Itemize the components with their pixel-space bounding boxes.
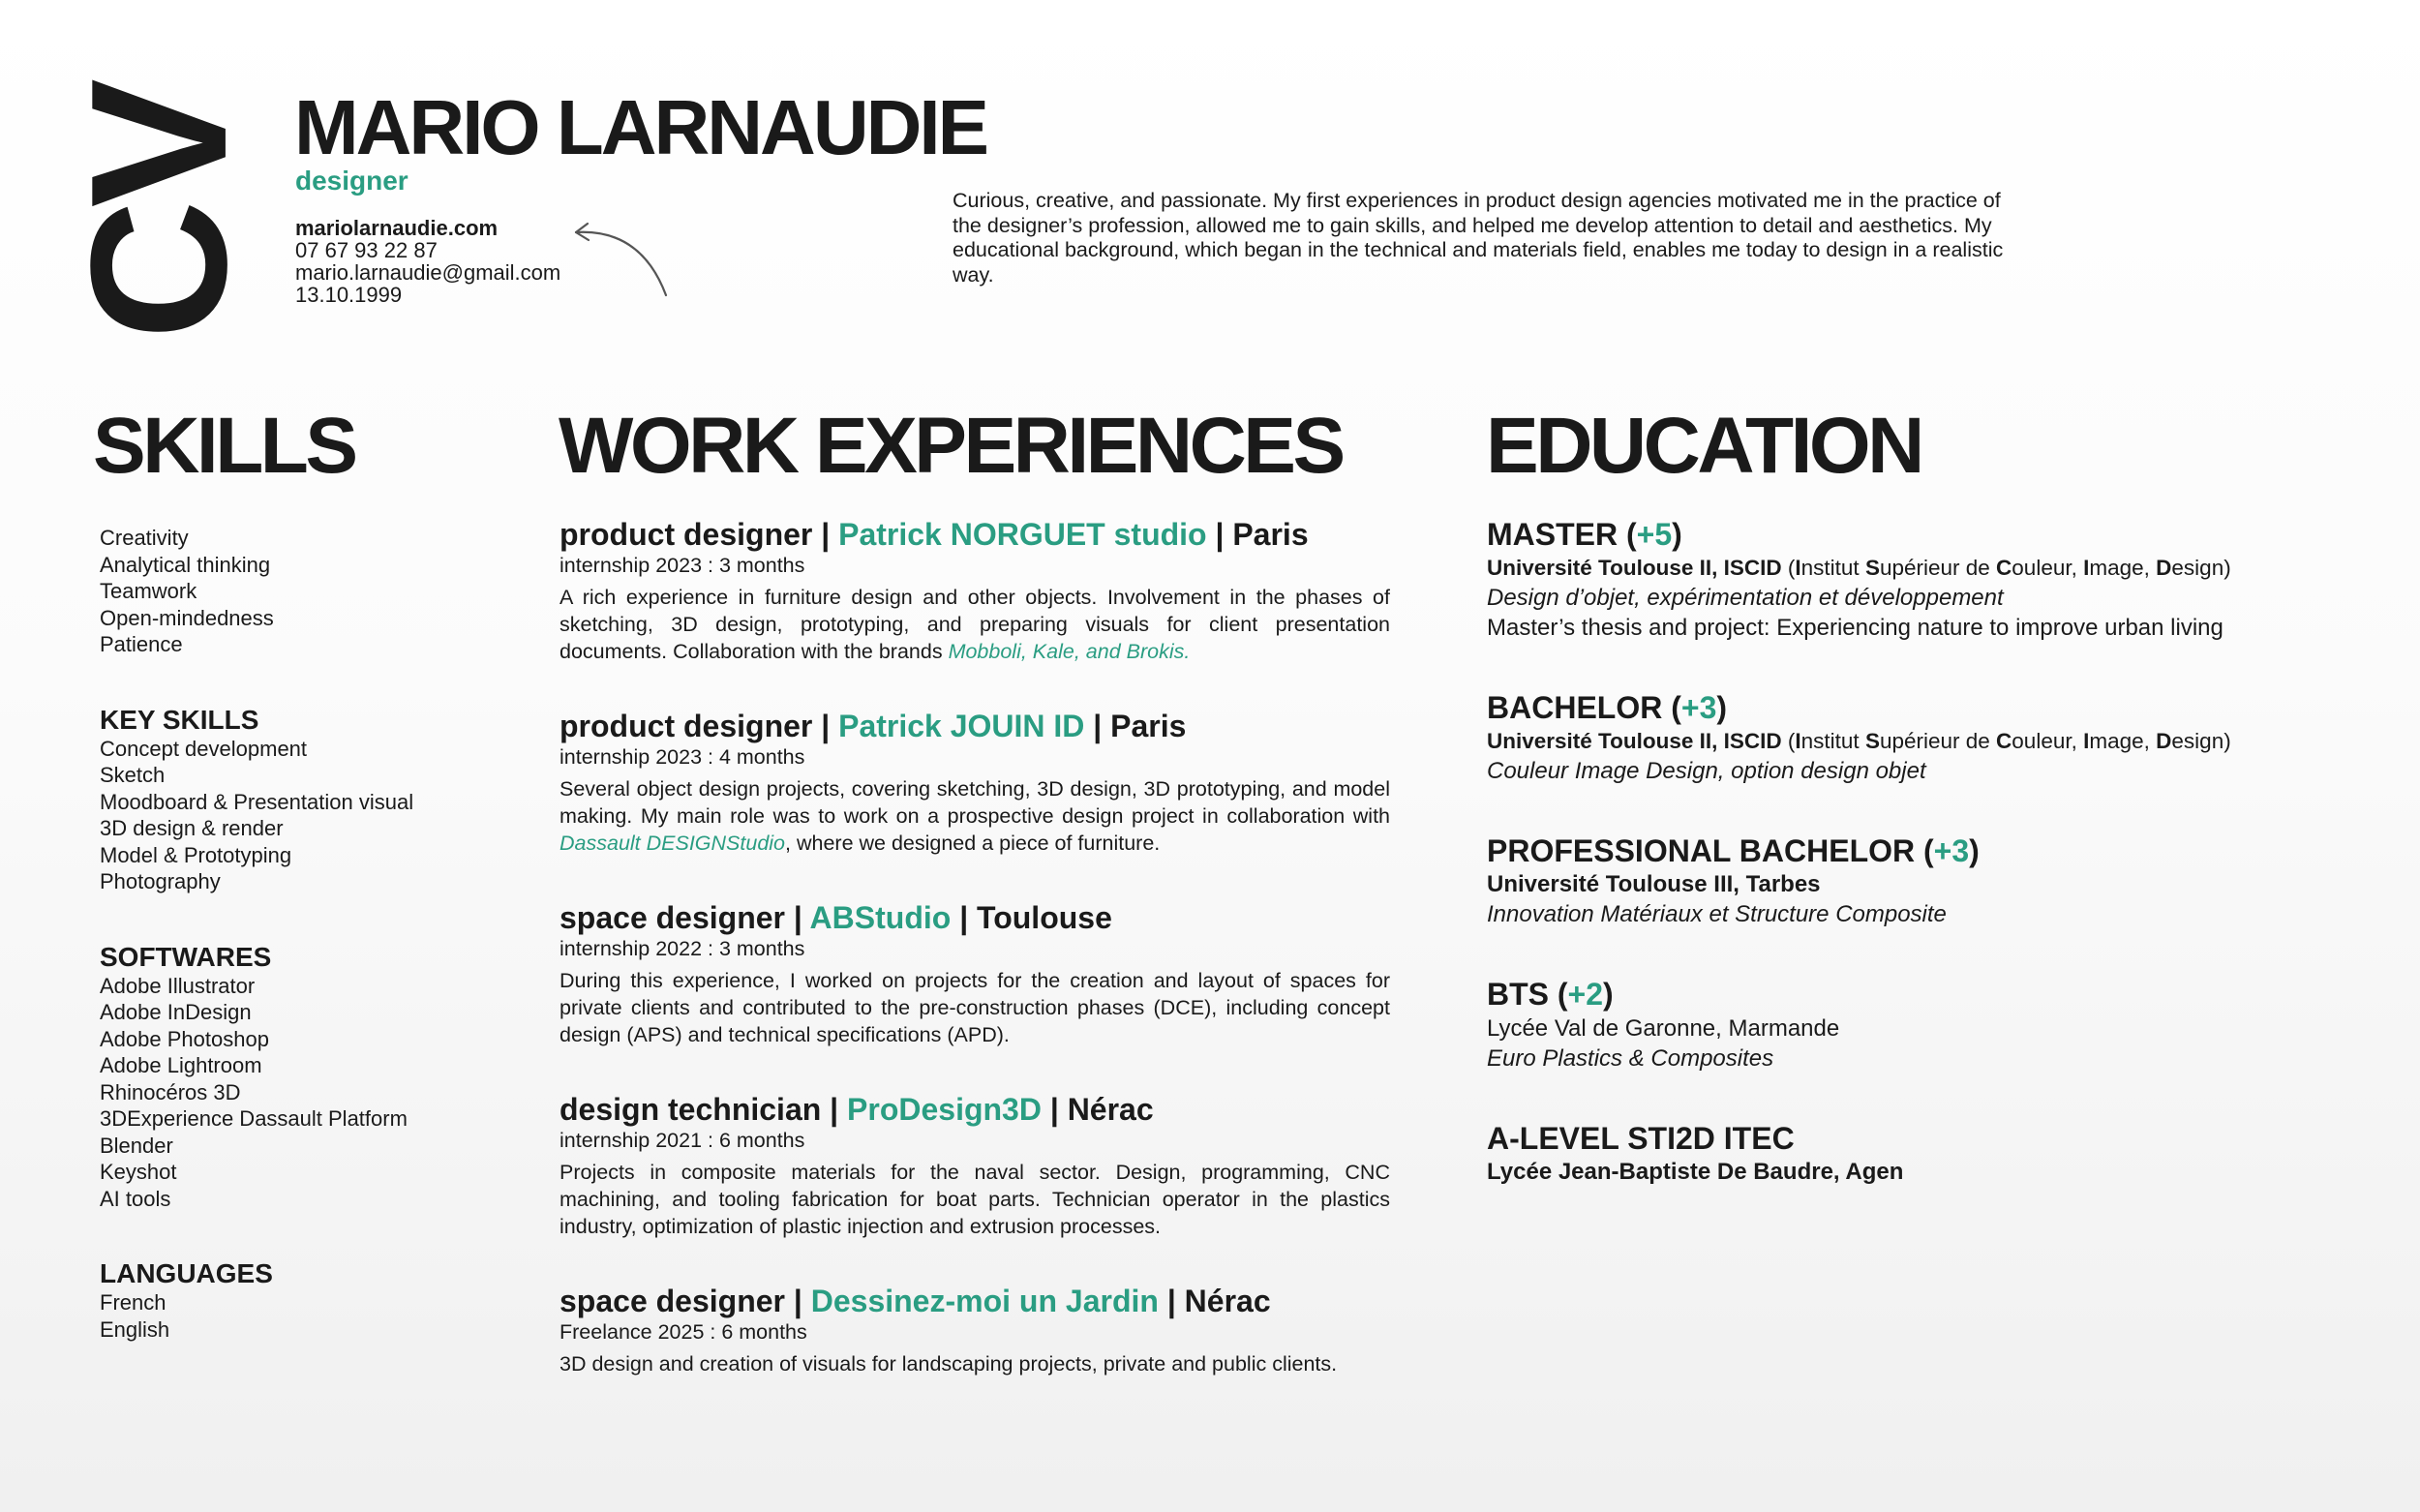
software-item: Adobe Illustrator: [100, 973, 256, 998]
job-role: product designer: [560, 517, 813, 552]
job-city: Toulouse: [977, 900, 1112, 935]
thesis-line: Master’s thesis and project: Experiencing nature to improve urban living: [1487, 615, 2223, 641]
job-city: Nérac: [1067, 1092, 1154, 1127]
separator: |: [1084, 709, 1111, 743]
languages-heading: LANGUAGES: [100, 1258, 273, 1288]
acronym-rest: upérieur de: [1879, 556, 1997, 580]
separator: |: [1158, 1284, 1185, 1318]
languages-group: [100, 1257, 413, 1343]
program-name: Innovation Matériaux et Structure Composite: [1487, 901, 1947, 927]
education-title: EDUCATION: [1486, 402, 1921, 490]
program-name: Design d’objet, expérimentation et développement: [1487, 585, 2004, 611]
soft-skills-group: [100, 525, 413, 658]
job-period: Freelance 2025 : 6 months: [560, 1320, 807, 1344]
separator: |: [785, 900, 810, 935]
job-company: ABStudio: [809, 900, 952, 935]
separator: |: [812, 709, 839, 743]
language-item: English: [100, 1316, 170, 1342]
software-item: Adobe InDesign: [100, 1000, 252, 1024]
key-skill-item: Concept development: [100, 736, 308, 761]
job-desc-highlight: Mobboli, Kale, and Brokis.: [948, 640, 1191, 663]
paren: (: [1662, 690, 1681, 725]
degree-title: A-LEVEL STI2D ITEC: [1487, 1121, 1795, 1156]
skills-column: [100, 525, 413, 1388]
degree-name: PROFESSIONAL BACHELOR: [1487, 833, 1916, 868]
separator: |: [821, 1092, 848, 1127]
school-bold: Université Toulouse II, ISCID: [1487, 556, 1782, 580]
job-period: internship 2023 : 4 months: [560, 745, 805, 769]
acronym-rest: nstitut: [1800, 556, 1865, 580]
paren: (: [1915, 833, 1934, 868]
job-title: [560, 898, 1390, 937]
job-period: internship 2021 : 6 months: [560, 1129, 805, 1152]
skill-item: Creativity: [100, 526, 189, 550]
skill-item: Analytical thinking: [100, 552, 271, 577]
job-company: Patrick NORGUET studio: [838, 517, 1207, 552]
separator: |: [1041, 1092, 1068, 1127]
job-role: space designer: [560, 1284, 785, 1318]
education-column: [1487, 515, 2358, 1232]
job-period: internship 2023 : 3 months: [560, 554, 805, 577]
job-role: product designer: [560, 709, 813, 743]
degree-name: MASTER: [1487, 517, 1618, 552]
acronym-rest: esign): [2171, 729, 2231, 753]
education-bts: [1487, 975, 2358, 1074]
acronym-rest: ouleur,: [2012, 729, 2084, 753]
candidate-name: MARIO LARNAUDIE: [294, 84, 986, 170]
key-skills-heading: KEY SKILLS: [100, 704, 259, 735]
acronym-letter: I: [1795, 556, 1801, 580]
acronym-rest: mage,: [2089, 729, 2157, 753]
job-desc-highlight: Dassault DESIGNStudio: [560, 832, 786, 855]
job-description: [560, 584, 1390, 665]
paren: (: [1781, 729, 1796, 753]
paren: (: [1618, 517, 1637, 552]
job-desc-text: A rich experience in furniture design and other objects. Involvement in the phases of sketching, 3D design, prototyping, and preparing visuals for client presentation documents. Collaboration with the brands: [560, 586, 1390, 663]
acronym-letter: D: [2156, 729, 2172, 753]
email-address[interactable]: mario.larnaudie@gmail.com: [295, 260, 561, 285]
education-pro-bachelor: [1487, 832, 2358, 929]
acronym-letter: C: [1996, 556, 2012, 580]
work-title: WORK EXPERIENCES: [559, 402, 1343, 490]
software-heading: SOFTWARES: [100, 941, 272, 972]
separator: |: [812, 517, 839, 552]
school-bold: Université Toulouse II, ISCID: [1487, 729, 1782, 753]
degree-name: BACHELOR: [1487, 690, 1663, 725]
acronym-rest: nstitut: [1800, 729, 1865, 753]
intro-paragraph: Curious, creative, and passionate. My first experiences in product design agencies motivated me in the practice of the designer’s profession, allowed me to gain skills, and helped me develop attention to detail and aesthetics. My educational background, which began in the technical and materials field, enables me today to design in a realistic way.: [953, 189, 2004, 287]
arrow-icon: [566, 218, 673, 300]
paren: (: [1549, 977, 1568, 1012]
skills-title: SKILLS: [93, 402, 355, 490]
key-skills-group: [100, 704, 413, 895]
acronym-rest: esign): [2171, 556, 2231, 580]
job-entry: [560, 515, 1390, 665]
school-name: [1487, 554, 2358, 583]
language-item: French: [100, 1290, 166, 1315]
acronym-letter: D: [2156, 556, 2172, 580]
separator: |: [1206, 517, 1233, 552]
job-company: Dessinez-moi un Jardin: [810, 1284, 1159, 1318]
job-company: ProDesign3D: [847, 1092, 1042, 1127]
school-name: Lycée Val de Garonne, Marmande: [1487, 1015, 1840, 1042]
acronym-letter: S: [1864, 556, 1880, 580]
skill-item: Patience: [100, 632, 183, 656]
separator: |: [785, 1284, 811, 1318]
job-title: [560, 707, 1390, 745]
acronym-rest: upérieur de: [1879, 729, 1997, 753]
job-company: Patrick JOUIN ID: [838, 709, 1085, 743]
acronym-rest: ouleur,: [2012, 556, 2084, 580]
degree-years: +3: [1933, 833, 1970, 868]
school-name: [1487, 1158, 2358, 1187]
acronym-rest: mage,: [2089, 556, 2157, 580]
degree-title: [1487, 975, 2358, 1013]
software-item: 3DExperience Dassault Platform: [100, 1106, 408, 1131]
skill-item: Open-mindedness: [100, 605, 274, 630]
acronym-letter: I: [2083, 729, 2090, 753]
job-title: [560, 1090, 1390, 1129]
paren: ): [1969, 833, 1980, 868]
education-bachelor: [1487, 688, 2358, 786]
job-description: [560, 775, 1390, 857]
website-link[interactable]: mariolarnaudie.com: [295, 216, 499, 240]
paren: ): [1603, 977, 1614, 1012]
school-name: [1487, 727, 2358, 756]
job-role: space designer: [560, 900, 785, 935]
job-description: [560, 1350, 1390, 1377]
job-desc-text: 3D design and creation of visuals for landscaping projects, private and public clients.: [560, 1352, 1338, 1376]
acronym-letter: I: [1795, 729, 1801, 753]
software-item: Keyshot: [100, 1160, 177, 1184]
job-entry: [560, 1282, 1390, 1377]
school-name: [1487, 870, 2358, 899]
acronym-letter: I: [2083, 556, 2090, 580]
phone-number: 07 67 93 22 87: [295, 238, 438, 262]
job-description: [560, 1159, 1390, 1240]
degree-name: BTS: [1487, 977, 1549, 1012]
school-bold: Lycée Jean-Baptiste De Baudre, Agen: [1487, 1159, 1904, 1185]
skill-item: Teamwork: [100, 579, 197, 603]
degree-title: [1487, 515, 2358, 554]
software-group: [100, 941, 413, 1213]
software-item: AI tools: [100, 1186, 171, 1211]
job-entry: [560, 1090, 1390, 1240]
cv-label: CV: [51, 86, 267, 340]
degree-years: +3: [1680, 690, 1717, 725]
job-city: Nérac: [1184, 1284, 1271, 1318]
software-item: Adobe Lightroom: [100, 1053, 262, 1077]
program-name: Euro Plastics & Composites: [1487, 1045, 1774, 1072]
software-item: Rhinocéros 3D: [100, 1079, 241, 1104]
cv-vertical-mark: [51, 86, 267, 340]
key-skill-item: Moodboard & Presentation visual: [100, 789, 414, 814]
paren: ): [1672, 517, 1682, 552]
job-city: Paris: [1110, 709, 1187, 743]
work-column: [560, 515, 1390, 1419]
job-city: Paris: [1232, 517, 1309, 552]
acronym-letter: C: [1996, 729, 2012, 753]
birth-date: 13.10.1999: [295, 283, 403, 307]
paren: ): [1716, 690, 1728, 725]
job-desc-text: Projects in composite materials for the naval sector. Design, programming, CNC machining, and tooling fabrication for boat parts. Technician operator in the plastics industry, optimization of plastic injection and extrusion processes.: [560, 1161, 1390, 1238]
key-skill-item: Model & Prototyping: [100, 842, 292, 867]
acronym-letter: S: [1864, 729, 1880, 753]
job-desc-text: Several object design projects, covering sketching, 3D design, 3D prototyping, and model making. My main role was to work on a prospective design project in collaboration with: [560, 777, 1390, 828]
job-title: [560, 1282, 1390, 1320]
job-role: design technician: [560, 1092, 822, 1127]
key-skill-item: 3D design & render: [100, 816, 284, 840]
software-item: Adobe Photoshop: [100, 1026, 269, 1051]
program-name: Couleur Image Design, option design objet: [1487, 758, 1926, 784]
education-alevel: [1487, 1119, 2358, 1187]
education-master: [1487, 515, 2358, 643]
job-description: [560, 967, 1390, 1048]
job-desc-end: , where we designed a piece of furniture.: [785, 832, 1161, 855]
job-entry: [560, 898, 1390, 1048]
software-item: Blender: [100, 1133, 173, 1158]
job-title: [560, 515, 1390, 554]
contact-block: [295, 217, 560, 306]
separator: |: [951, 900, 978, 935]
job-period: internship 2022 : 3 months: [560, 937, 805, 960]
key-skill-item: Photography: [100, 869, 221, 893]
paren: (: [1781, 556, 1796, 580]
job-entry: [560, 707, 1390, 857]
job-desc-text: During this experience, I worked on projects for the creation and layout of spaces for private clients and contributed to the pre-construction phases (DCE), including concept design (APS) and technical specifications (APD).: [560, 969, 1390, 1046]
key-skill-item: Sketch: [100, 763, 166, 787]
degree-title: [1487, 832, 2358, 870]
degree-years: +5: [1636, 517, 1673, 552]
degree-title: [1487, 688, 2358, 727]
candidate-role: designer: [295, 166, 408, 196]
school-bold: Université Toulouse III, Tarbes: [1487, 871, 1821, 897]
degree-years: +2: [1567, 977, 1604, 1012]
